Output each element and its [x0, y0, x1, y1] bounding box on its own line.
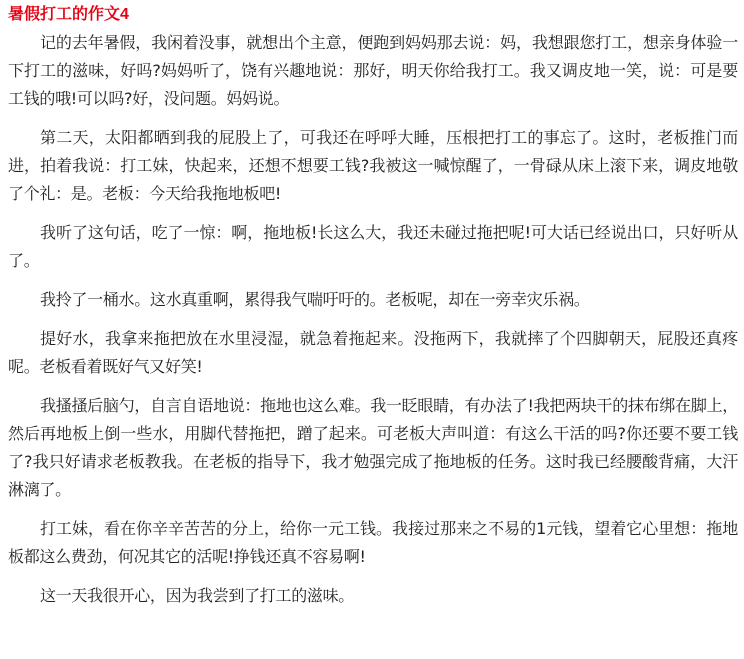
paragraph-8: 这一天我很开心，因为我尝到了打工的滋味。 — [40, 586, 355, 605]
paragraph-7: 打工妹，看在你辛辛苦苦的分上，给你一元工钱。我接过那来之不易的1元钱，望着它心里想：拖地板都这么费劲，何况其它的活呢!挣钱还真不容易啊! — [8, 519, 738, 566]
paragraph-4: 我拎了一桶水。这水真重啊，累得我气喘吁吁的。老板呢，却在一旁幸灾乐祸。 — [40, 290, 590, 309]
paragraph-6: 我搔搔后脑勺，自言自语地说：拖地也这么难。我一眨眼睛，有办法了!我把两块干的抹布绑在脚上，然后再地板上倒一些水，用脚代替拖把，蹭了起来。可老板大声叫道：有这么干活的吗?你还要不要工钱了?我只好请求老板教我。在老板的指导下，我才勉强完成了拖地板的任务。这时我已经腰酸背痛，大汗淋漓了。 — [8, 396, 738, 499]
paragraph-3: 我听了这句话，吃了一惊：啊，拖地板!长这么大，我还未碰过拖把呢!可大话已经说出口，只好听从了。 — [8, 223, 738, 270]
article-title: 暑假打工的作文4 — [8, 6, 129, 23]
paragraph-2: 第二天，太阳都晒到我的屁股上了，可我还在呼呼大睡，压根把打工的事忘了。这时，老板推门而进，拍着我说：打工妹，快起来，还想不想要工钱?我被这一喊惊醒了，一骨碌从床上滚下来，调皮地敬了个礼：是。老板：今天给我拖地板吧! — [8, 128, 738, 203]
paragraph-1: 记的去年暑假，我闲着没事，就想出个主意，便跑到妈妈那去说：妈，我想跟您打工，想亲身体验一下打工的滋味，好吗?妈妈听了，饶有兴趣地说：那好，明天你给我打工。我又调皮地一笑，说：可是要工钱的哦!可以吗?好，没问题。妈妈说。 — [8, 33, 738, 108]
paragraph-5: 提好水，我拿来拖把放在水里浸湿，就急着拖起来。没拖两下，我就摔了个四脚朝天，屁股还真疼呢。老板看着既好气又好笑! — [8, 329, 738, 376]
